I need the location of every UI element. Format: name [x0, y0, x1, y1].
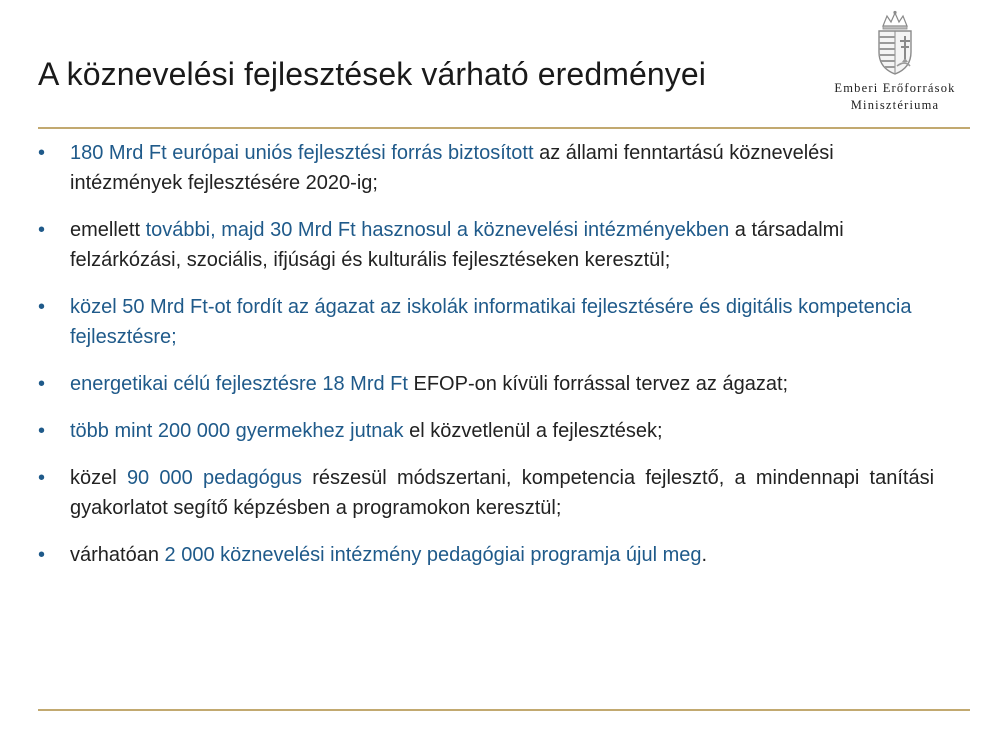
body-text: a társadalmi felzárkózási, szociális, ifjúsági és kulturális fejlesztéseken keresztül; — [70, 219, 844, 271]
body-text: közel — [70, 467, 127, 489]
bullet-marker: • — [38, 296, 46, 318]
bullet-item — [38, 540, 934, 570]
bullet-marker: • — [38, 373, 46, 395]
highlight-text: 180 Mrd Ft európai uniós fejlesztési forrás biztosított — [70, 142, 534, 164]
highlight-text: közel 50 Mrd Ft-ot fordít az ágazat az iskolák informatikai fejlesztésére és digitális kompetencia fejlesztésre; — [70, 296, 912, 348]
body-text: EFOP-on kívüli forrással tervez az ágazat; — [407, 373, 789, 395]
ministry-name-line2: Minisztériuma — [850, 98, 940, 112]
ministry-name-line1: Emberi Erőforrások — [834, 81, 956, 95]
bullet-item — [38, 416, 934, 446]
bullet-marker: • — [38, 420, 46, 442]
bullet-item — [38, 138, 934, 198]
highlight-text: 2 000 köznevelési intézmény pedagógiai programja újul meg — [164, 544, 702, 566]
bullet-marker: • — [38, 142, 46, 164]
body-text: az állami fenntartású köznevelési intézmények fejlesztésére 2020-ig; — [70, 142, 834, 194]
body-text: várhatóan — [70, 544, 165, 566]
footer-divider — [38, 709, 970, 711]
page-title: A köznevelési fejlesztések várható eredményei — [38, 56, 706, 92]
bullet-marker: • — [38, 544, 46, 566]
highlight-text: 90 000 pedagógus — [126, 467, 303, 489]
body-text: részesül módszertani, kompetencia fejlesztő, a mindennapi tanítási gyakorlatot segítő képzésben a programokon keresztül; — [70, 467, 935, 519]
body-text: el közvetlenül a fejlesztések; — [403, 420, 663, 442]
header-divider — [38, 127, 970, 129]
bullet-marker: • — [38, 219, 46, 241]
bullet-item — [38, 463, 934, 523]
body-text: . — [701, 544, 708, 566]
bullet-item — [38, 369, 934, 399]
body-text: emellett — [70, 219, 146, 241]
bullet-item — [38, 215, 934, 275]
highlight-text: több mint 200 000 gyermekhez jutnak — [70, 420, 404, 442]
ministry-logo — [820, 10, 970, 115]
bullet-list — [38, 138, 934, 570]
highlight-text: további, majd 30 Mrd Ft hasznosul a köznevelési intézményekben — [145, 219, 730, 241]
highlight-text: energetikai célú fejlesztésre 18 Mrd Ft — [70, 373, 408, 395]
bullet-item — [38, 292, 934, 352]
hungarian-coat-of-arms-icon — [873, 10, 917, 76]
bullet-marker: • — [38, 467, 46, 489]
